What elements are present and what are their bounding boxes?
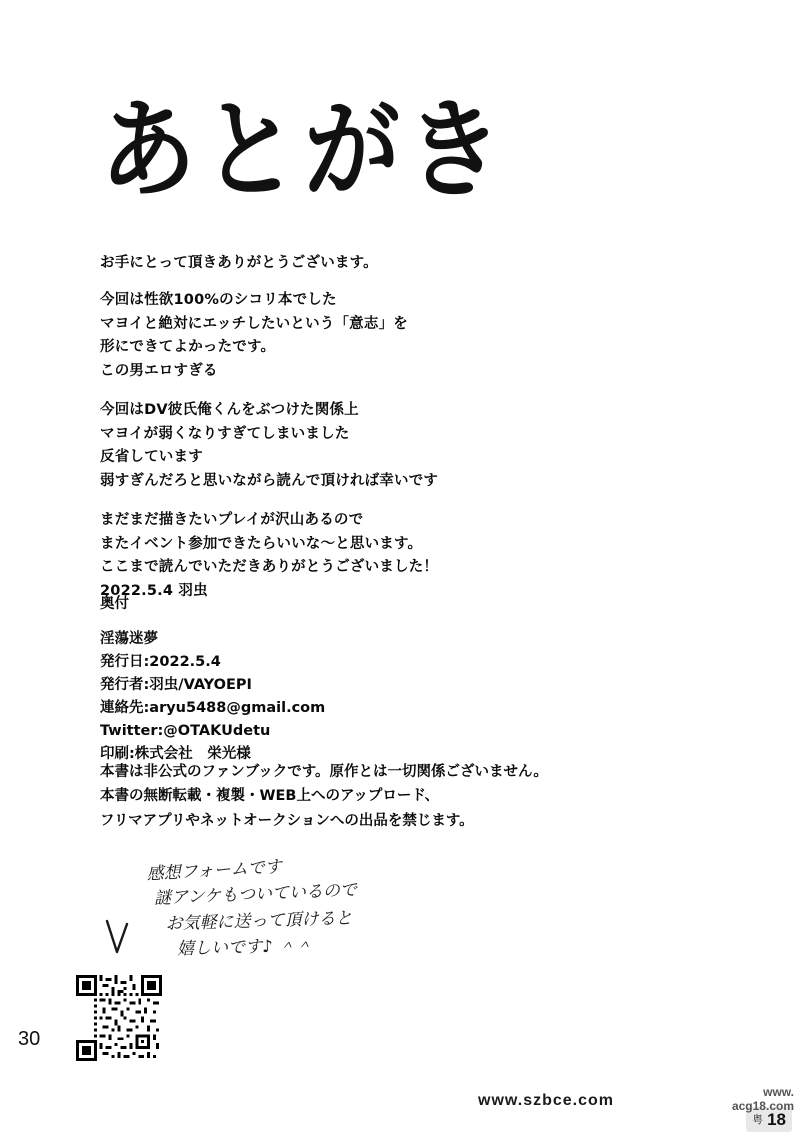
badge-cn-char: 粤 <box>752 1113 764 1126</box>
afterword-paragraph <box>100 509 720 603</box>
text-line: 謎アンケもついているので <box>153 880 358 910</box>
text-line: 2022.5.4 羽虫 <box>100 582 208 599</box>
colophon-title: 淫蕩迷夢 <box>100 631 158 647</box>
watermark-site-line2: acg18.com <box>731 1098 794 1113</box>
text-line: ここまで読んでいただきありがとうございました！ <box>100 559 439 576</box>
watermark-site-line1: www. <box>763 1085 794 1099</box>
page-number: 30 <box>18 1028 41 1050</box>
text-line: 感想フォームです <box>146 857 283 885</box>
colophon-publisher: 発行者:羽虫/VAYOEPI <box>100 676 252 693</box>
afterword-body <box>100 252 720 619</box>
text-line: またイベント参加できたらいいな〜と思います。 <box>100 535 423 552</box>
down-arrow-icon <box>104 918 130 958</box>
legal-notice <box>100 760 740 833</box>
afterword-paragraph <box>100 289 720 383</box>
text-line: 今回は性欲100%のシコリ本でした <box>100 292 337 309</box>
text-line: 嬉しいです♪ ＾＾ <box>176 935 313 960</box>
text-line: この男エロすぎる <box>100 362 218 379</box>
colophon-twitter: Twitter:@OTAKUdetu <box>100 722 271 739</box>
colophon-block <box>100 628 720 765</box>
text-line: フリマアプリやネットオークションへの出品を禁じます。 <box>100 812 474 829</box>
handwritten-note <box>140 850 361 967</box>
text-line: お手にとって頂きありがとうございます。 <box>100 255 378 271</box>
text-line: まだまだ描きたいプレイが沢山あるので <box>100 512 364 529</box>
badge-age-18: 18 <box>767 1110 786 1129</box>
text-line: マヨイが弱くなりすぎてしまいました <box>100 425 350 442</box>
text-line: 反省しています <box>100 449 203 466</box>
text-line: マヨイと絶対にエッチしたいという「意志」を <box>100 315 408 332</box>
text-line: 今回はDV彼氏俺くんをぶつけた関係上 <box>100 402 359 419</box>
page-title: あとがき <box>100 87 508 213</box>
qr-code[interactable] <box>76 975 162 1061</box>
afterword-paragraph <box>100 252 720 275</box>
text-line: 本書の無断転載・複製・WEB上へのアップロード、 <box>100 788 440 805</box>
text-line: お気軽に送って頂けると <box>165 908 353 934</box>
afterword-paragraph <box>100 399 720 493</box>
colophon-heading: 奥付 <box>100 596 129 612</box>
text-line: 弱すぎんだろと思いながら読んで頂ければ幸いです <box>100 472 439 489</box>
watermark-url: www.szbce.com <box>478 1092 614 1109</box>
colophon-contact-email: 連絡先:aryu5488@gmail.com <box>100 699 326 716</box>
text-line: 本書は非公式のファンブックです。原作とは一切関係ございません。 <box>100 764 548 780</box>
age-rating-badge <box>752 1111 786 1128</box>
colophon-publish-date: 発行日:2022.5.4 <box>100 653 221 670</box>
text-line: 形にできてよかったです。 <box>100 339 276 356</box>
colophon-printer: 印刷:株式会社 栄光様 <box>100 745 251 762</box>
